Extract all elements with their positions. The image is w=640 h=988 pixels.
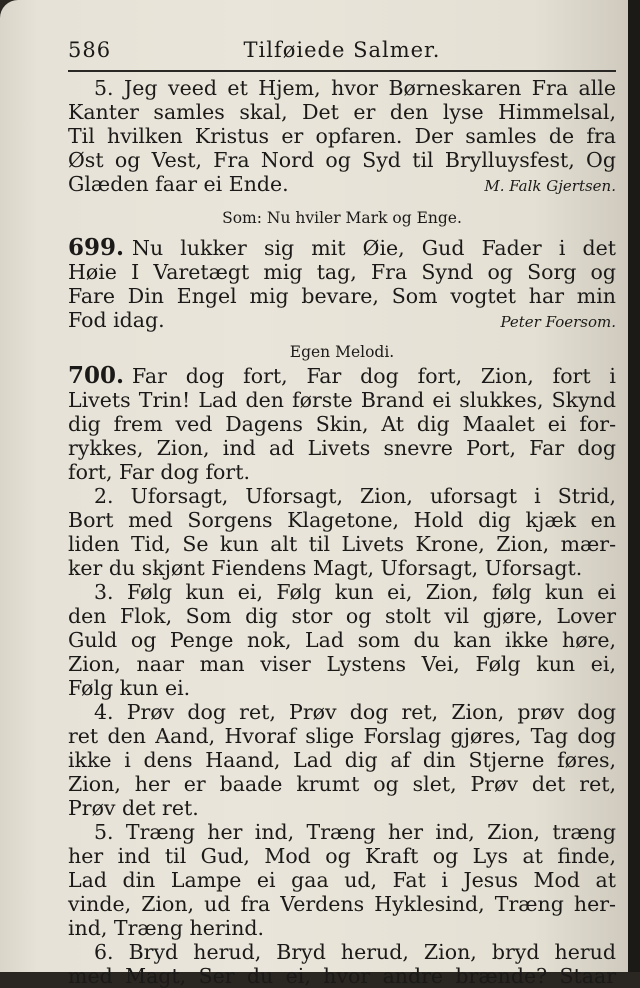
text-line [68,308,616,332]
text-line: Zion, her er baade krumt og slet, Prøv det ret, [68,772,616,796]
text-line: 5. Træng her ind, Træng her ind, Zion, træng [94,820,616,844]
hymn-author: M. Falk Gjertsen. [484,177,616,195]
text-line: Til hvilken Kristus er opfaren. Der samles de fra [68,124,616,148]
text-line: her ind til Gud, Mod og Kraft og Lys at finde, [68,844,616,868]
tune-indication: Egen Melodi. [289,343,395,361]
page-number: 586 [68,38,112,62]
text-line-content: Far dog fort, Far dog fort, Zion, fort i [132,364,616,388]
text-line: Zion, naar man viser Lystens Vei, Følg kun ei, [68,652,616,676]
text-line: Livets Trin! Lad den første Brand ei slukkes, Skynd [68,388,616,412]
text-line: rykkes, Zion, ind ad Livets snevre Port, Far dog [68,436,616,460]
text-line: Følg kun ei. [68,676,191,700]
hymn-first-line [68,362,616,390]
text-line-content: Glæden faar ei Ende. [68,172,289,196]
text-line: ind, Træng herind. [68,916,265,940]
text-line: Kanter samles skal, Det er den lyse Himmelsal, [68,100,616,124]
text-line: Lad din Lampe ei gaa ud, Fat i Jesus Mod at [68,868,616,892]
text-line: liden Tid, Se kun alt til Livets Krone, Zion, mær- [68,532,616,556]
text-line: 2. Uforsagt, Uforsagt, Zion, uforsagt i Strid, [94,484,616,508]
text-line: Guld og Penge nok, Lad som du kan ikke høre, [68,628,616,652]
page-header [68,38,616,72]
text-line: 6. Bryd herud, Bryd herud, Zion, bryd herud [94,940,616,964]
text-line [68,172,616,196]
text-line: Bort med Sorgens Klagetone, Hold dig kjæk en [68,508,616,532]
header-rule [68,70,616,72]
text-line: med Magt, Ser du ei, hvor andre brænde? Staar [68,964,616,988]
text-line-content: Nu lukker sig mit Øie, Gud Fader i det [132,236,616,260]
text-line: 5. Jeg veed et Hjem, hvor Børneskaren Fra alle [94,76,616,100]
text-line: den Flok, Som dig stor og stolt vil gjøre, Lover [68,604,616,628]
book-gutter-shadow [628,0,640,972]
tune-indication: Som: Nu hviler Mark og Enge. [222,209,462,227]
text-line: Fare Din Engel mig bevare, Som vogtet har min [68,284,616,308]
text-line-content: Fod idag. [68,308,165,332]
hymn-author: Peter Foersom. [500,313,616,331]
text-line: 3. Følg kun ei, Følg kun ei, Zion, følg kun ei [94,580,616,604]
text-line: ret den Aand, Hvoraf slige Forslag gjøres, Tag dog [68,724,616,748]
running-title: Tilføiede Salmer. [243,38,441,62]
text-line: dig frem ved Dagens Skin, At dig Maalet ei for- [68,412,616,436]
hymn-number: 699. [68,234,125,261]
text-line: Høie I Varetægt mig tag, Fra Synd og Sorg og [68,260,616,284]
hymn-first-line [68,234,616,262]
text-line: fort, Far dog fort. [68,460,250,484]
hymn-number: 700. [68,362,125,389]
text-line: vinde, Zion, ud fra Verdens Hyklesind, Træng her- [68,892,616,916]
text-line: ikke i dens Haand, Lad dig af din Stjerne føres, [68,748,616,772]
text-line: ker du skjønt Fiendens Magt, Uforsagt, Uforsagt. [68,556,583,580]
text-line: 4. Prøv dog ret, Prøv dog ret, Zion, prøv dog [94,700,616,724]
text-line: Øst og Vest, Fra Nord og Syd til Brylluysfest, Og [68,148,616,172]
text-line: Prøv det ret. [68,796,199,820]
